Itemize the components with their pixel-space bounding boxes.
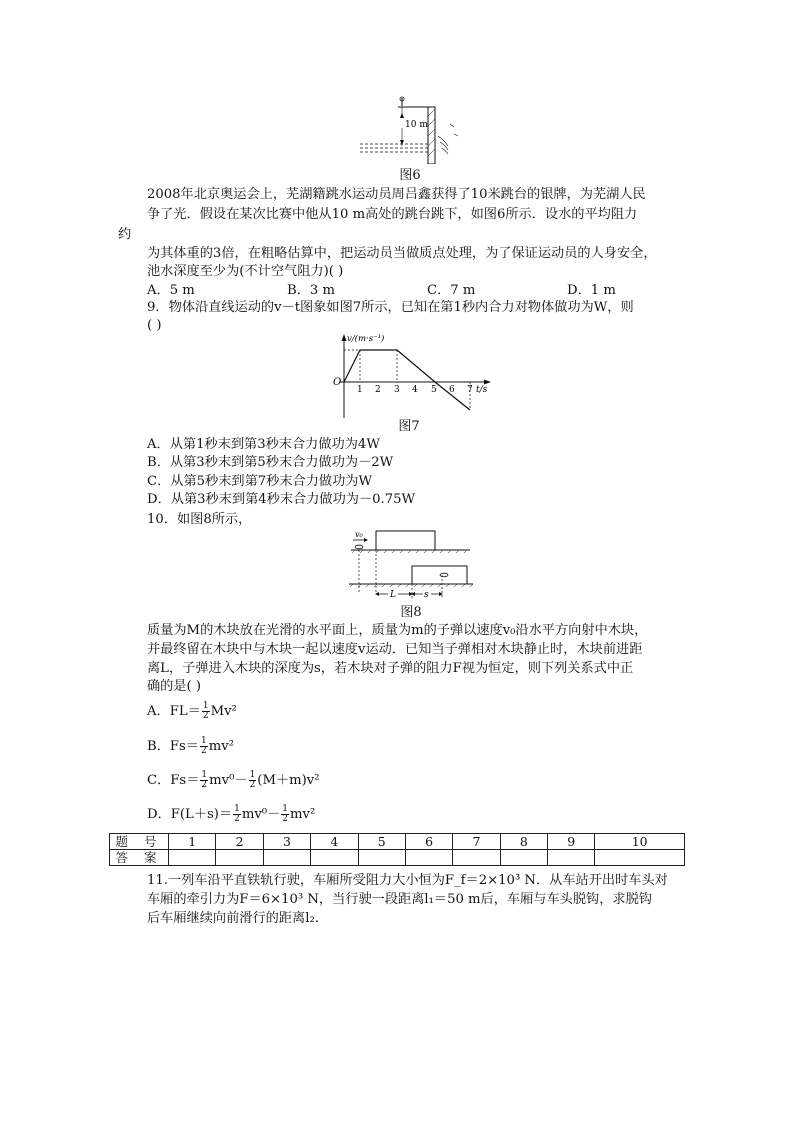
answer-cell[interactable] — [216, 850, 263, 866]
answer-cell[interactable] — [500, 850, 547, 866]
q11-line-2: 车厢的牵引力为F＝6×10³ N，当行驶一段距离l₁＝50 m后，车厢与车头脱钩，求脱钩 — [147, 892, 652, 907]
question-number-cell: 3 — [263, 834, 310, 850]
figure-7-vt-graph — [330, 330, 500, 422]
q8-line-4: 为其体重的3倍，在粗略估算中，把运动员当做质点处理，为了保证运动员的人身安全， — [147, 246, 657, 261]
q10-option-c-letter: C． — [147, 773, 171, 788]
frac-num: 1 — [234, 804, 240, 814]
question-number-cell: 5 — [358, 834, 405, 850]
figure-8-caption: 图8 — [400, 605, 422, 620]
q9-option-d: D．从第3秒末到第4秒末合力做功为－0.75W — [147, 492, 416, 507]
fig7-tick-5: 5 — [431, 385, 437, 395]
frac-num: 1 — [201, 736, 207, 746]
answer-cell[interactable] — [595, 850, 685, 866]
question-number-cell: 6 — [405, 834, 452, 850]
figure-7-caption: 图7 — [398, 419, 420, 434]
answer-table-answer-row — [110, 850, 685, 866]
q10-option-b — [147, 732, 234, 762]
fig6-height-label: 10 m — [405, 120, 428, 130]
frac-den: 2 — [201, 780, 208, 790]
figure-8-diagram — [345, 528, 475, 604]
q8-option-c: C．7 m — [427, 283, 476, 298]
fraction-half — [202, 702, 210, 721]
fig7-origin: O — [333, 377, 342, 388]
q9-line-2: ( ) — [147, 318, 162, 333]
frac-num: 1 — [201, 770, 208, 780]
answer-cell[interactable] — [548, 850, 595, 866]
fig7-tick-1: 1 — [357, 385, 363, 395]
answer-table — [109, 833, 685, 866]
q9-option-c: C．从第5秒末到第7秒末合力做功为W — [147, 474, 373, 489]
answer-cell[interactable] — [453, 850, 500, 866]
q10-intro: 10．如图8所示， — [147, 512, 252, 527]
answer-cell[interactable] — [358, 850, 405, 866]
q11-line-1: 11.一列车沿平直铁轨行驶，车厢所受阻力大小恒为F_f＝2×10³ N．从车站开出时车头对 — [147, 873, 668, 888]
answer-table-row-label: 题 号 — [110, 834, 169, 850]
q10-option-d-letter: D． — [147, 807, 171, 822]
fig7-x-label: t/s — [476, 385, 488, 395]
fraction-half — [200, 737, 208, 756]
q9-option-a: A．从第1秒末到第3秒末合力做功为4W — [147, 437, 380, 452]
q10-option-a-lhs: FL＝ — [169, 704, 201, 719]
q10-line-1: 质量为M的木块放在光滑的水平面上，质量为m的子弹以速度v₀沿水平方向射中木块， — [147, 623, 648, 638]
q9-option-b: B．从第3秒末到第5秒末合力做功为－2W — [147, 455, 394, 470]
question-number-cell: 1 — [169, 834, 216, 850]
q10-line-3: 离L，子弹进入木块的深度为s，若木块对子弹的阻力F视为恒定，则下列关系式中正 — [147, 661, 634, 676]
fraction-half — [281, 805, 289, 824]
answer-cell[interactable] — [405, 850, 452, 866]
q8-line-3: 约 — [118, 227, 132, 242]
frac-den: 2 — [249, 780, 256, 790]
q10-option-d-term-1: mv⁰－ — [241, 807, 281, 822]
frac-den: 2 — [202, 711, 209, 721]
q10-option-a-letter: A． — [147, 704, 170, 719]
q10-option-b-term: mv² — [208, 739, 234, 754]
answer-cell[interactable] — [311, 850, 358, 866]
q10-option-c — [147, 766, 320, 796]
fraction-half — [249, 771, 257, 790]
question-number-cell: 4 — [311, 834, 358, 850]
question-number-cell: 10 — [595, 834, 685, 850]
q10-option-b-letter: B． — [147, 739, 170, 754]
frac-num: 1 — [202, 701, 209, 711]
q10-option-a-term: Mv² — [210, 704, 237, 719]
question-number-cell: 7 — [453, 834, 500, 850]
q10-line-4: 确的是( ) — [147, 679, 202, 694]
fig7-y-label: v/(m·s⁻¹) — [347, 334, 385, 344]
question-number-cell: 9 — [548, 834, 595, 850]
q9-line-1: 9．物体沿直线运动的v－t图象如图7所示，已知在第1秒内合力对物体做功为W，则 — [147, 300, 634, 315]
q10-option-b-lhs: Fs＝ — [169, 739, 199, 754]
figure-6-caption: 图6 — [399, 168, 421, 183]
q10-line-2: 并最终留在木块中与木块一起以速度v运动．已知当子弹相对木块静止时，木块前进距 — [147, 642, 643, 657]
frac-num: 1 — [249, 770, 256, 780]
q10-option-d-lhs: F(L＋s)＝ — [170, 807, 233, 822]
answer-cell[interactable] — [263, 850, 310, 866]
q10-option-d-term-2: mv² — [290, 807, 316, 822]
frac-den: 2 — [201, 746, 207, 756]
fig7-velocity-line — [344, 350, 470, 410]
question-number-cell: 2 — [216, 834, 263, 850]
fig7-tick-7: 7 — [467, 385, 473, 395]
answer-table-header-row — [110, 834, 685, 850]
fig7-tick-4: 4 — [412, 385, 418, 395]
frac-num: 1 — [282, 804, 289, 814]
q10-option-c-lhs: Fs＝ — [170, 773, 200, 788]
frac-den: 2 — [282, 814, 289, 824]
q8-option-d: D．1 m — [567, 283, 616, 298]
q10-option-a — [147, 697, 237, 727]
q8-line-1: 2008年北京奥运会上，芜湖籍跳水运动员周吕鑫获得了10米跳台的银牌，为芜湖人民 — [147, 187, 646, 202]
answer-row-label: 答 案 — [110, 850, 169, 866]
q10-option-c-term-2: (M＋m)v² — [257, 773, 320, 788]
fig7-tick-2: 2 — [375, 385, 381, 395]
frac-den: 2 — [234, 814, 240, 824]
fraction-half — [233, 805, 241, 824]
q11-line-3: 后车厢继续向前滑行的距离l₂. — [147, 911, 319, 926]
fig7-tick-6: 6 — [449, 385, 455, 395]
question-number-cell: 8 — [500, 834, 547, 850]
figure-6-diagram — [358, 96, 468, 164]
q8-line-5: 池水深度至少为(不计空气阻力)( ) — [147, 264, 344, 279]
fraction-half — [200, 771, 208, 790]
q8-line-2: 争了光．假设在某次比赛中他从10 m高处的跳台跳下，如图6所示．设水的平均阻力 — [147, 207, 638, 222]
fig8-L-label: L — [390, 590, 396, 600]
q10-option-c-term-1: mv⁰－ — [209, 773, 248, 788]
fig7-tick-3: 3 — [394, 385, 400, 395]
q10-option-d — [147, 800, 315, 830]
q8-option-b: B．3 m — [287, 283, 335, 298]
q8-option-a: A．5 m — [147, 283, 195, 298]
answer-cell[interactable] — [169, 850, 216, 866]
fig8-s-label: s — [424, 590, 429, 600]
fig8-v0-label: v₀ — [355, 530, 363, 539]
